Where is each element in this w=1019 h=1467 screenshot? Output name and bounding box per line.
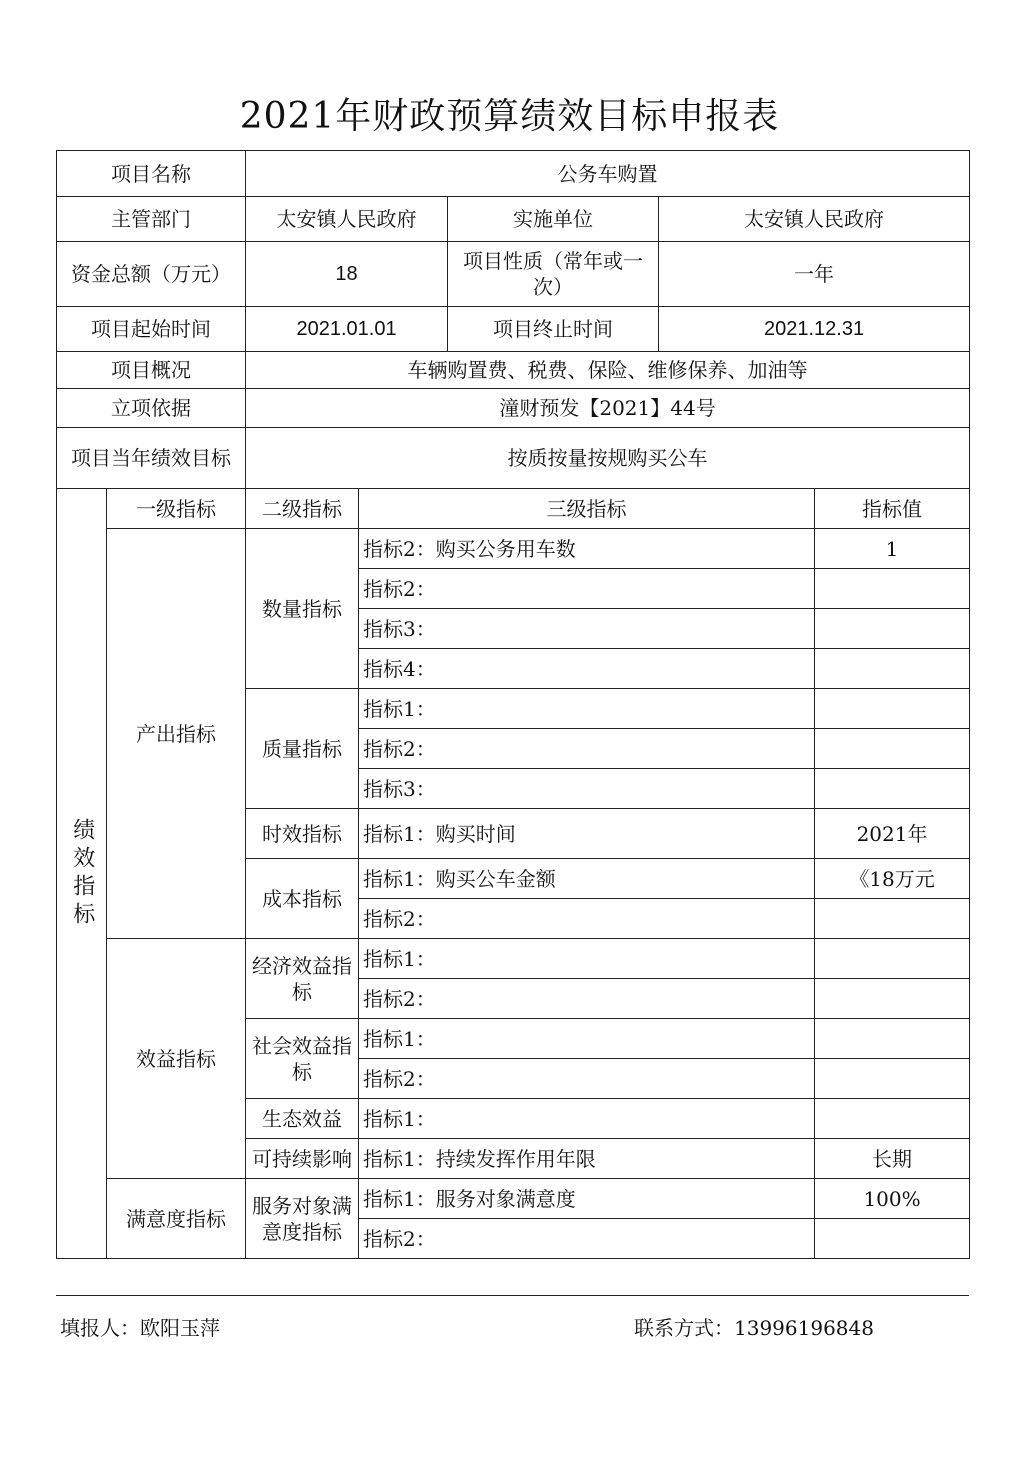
basis-label: 立项依据 [57,389,246,428]
indicator-value: 长期 [815,1139,970,1179]
indicator-item: 指标1：购买公车金额 [359,859,815,899]
table-row [57,939,970,979]
indicator-item: 指标1：持续发挥作用年限 [359,1139,815,1179]
project-nature-label: 项目性质（常年或一次） [448,242,659,307]
header-level3: 三级指标 [359,489,815,529]
level2-timeliness: 时效指标 [246,809,359,859]
indicator-item: 指标2： [359,1219,815,1259]
table-row [57,1179,970,1219]
indicator-item: 指标1： [359,1019,815,1059]
indicator-value [815,769,970,809]
end-date-label: 项目终止时间 [448,307,659,352]
implementing-unit-label: 实施单位 [448,197,659,242]
indicator-value [815,1059,970,1099]
department-label: 主管部门 [57,197,246,242]
indicator-item: 指标2： [359,569,815,609]
row-overview [57,352,970,389]
row-department [57,197,970,242]
level2-social: 社会效益指标 [246,1019,359,1099]
indicator-header-row [57,489,970,529]
total-amount-label: 资金总额（万元） [57,242,246,307]
indicator-value [815,1099,970,1139]
total-amount-value: 18 [246,242,448,307]
project-nature-value: 一年 [659,242,970,307]
indicator-item: 指标3： [359,609,815,649]
overview-label: 项目概况 [57,352,246,389]
indicator-item: 指标1： [359,1099,815,1139]
department-value: 太安镇人民政府 [246,197,448,242]
header-level1: 一级指标 [107,489,246,529]
indicator-value [815,569,970,609]
start-date-value: 2021.01.01 [246,307,448,352]
indicator-item: 指标1：服务对象满意度 [359,1179,815,1219]
indicator-item: 指标2： [359,1059,815,1099]
level2-sustainable: 可持续影响 [246,1139,359,1179]
level2-quantity: 数量指标 [246,529,359,689]
filler-name: 填报人：欧阳玉萍 [60,1316,220,1340]
table-row [57,529,970,569]
indicator-value [815,939,970,979]
indicator-item: 指标2： [359,729,815,769]
indicator-item: 指标2：购买公务用车数 [359,529,815,569]
implementing-unit-value: 太安镇人民政府 [659,197,970,242]
project-name-label: 项目名称 [57,151,246,197]
indicator-value [815,609,970,649]
indicator-value: 《18万元 [815,859,970,899]
indicator-item: 指标4： [359,649,815,689]
indicator-value: 2021年 [815,809,970,859]
level1-benefit: 效益指标 [107,939,246,1179]
annual-goal-value: 按质按量按规购买公车 [246,428,970,489]
indicator-item: 指标2： [359,979,815,1019]
annual-goal-label: 项目当年绩效目标 [57,428,246,489]
overview-value: 车辆购置费、税费、保险、维修保养、加油等 [246,352,970,389]
level2-cost: 成本指标 [246,859,359,939]
performance-indicators-text: 绩效指标 [69,817,95,930]
indicator-value [815,899,970,939]
project-name-value: 公务车购置 [246,151,970,197]
end-date-value: 2021.12.31 [659,307,970,352]
level2-economic: 经济效益指标 [246,939,359,1019]
level2-quality: 质量指标 [246,689,359,809]
basis-value: 潼财预发【2021】44号 [246,389,970,428]
indicator-value [815,649,970,689]
indicator-value [815,1019,970,1059]
indicator-value: 100% [815,1179,970,1219]
footer-divider [56,1295,969,1296]
level1-satisfaction: 满意度指标 [107,1179,246,1259]
header-value: 指标值 [815,489,970,529]
performance-indicators-label [57,489,107,1259]
indicator-item: 指标1： [359,939,815,979]
level2-ecological: 生态效益 [246,1099,359,1139]
indicator-item: 指标1： [359,689,815,729]
form-title: 2021年财政预算绩效目标申报表 [239,96,780,137]
indicator-item: 指标2： [359,899,815,939]
row-annual-goal [57,428,970,489]
indicator-value [815,729,970,769]
level2-service: 服务对象满意度指标 [246,1179,359,1259]
row-dates [57,307,970,352]
indicator-value: 1 [815,529,970,569]
row-project-name [57,151,970,197]
row-basis [57,389,970,428]
indicator-value [815,979,970,1019]
level1-output: 产出指标 [107,529,246,939]
start-date-label: 项目起始时间 [57,307,246,352]
header-level2: 二级指标 [246,489,359,529]
indicator-value [815,1219,970,1259]
indicator-item: 指标3： [359,769,815,809]
contact-info: 联系方式：13996196848 [634,1316,874,1340]
row-amount [57,242,970,307]
indicator-value [815,689,970,729]
indicator-item: 指标1：购买时间 [359,809,815,859]
performance-form-table [56,150,970,1259]
